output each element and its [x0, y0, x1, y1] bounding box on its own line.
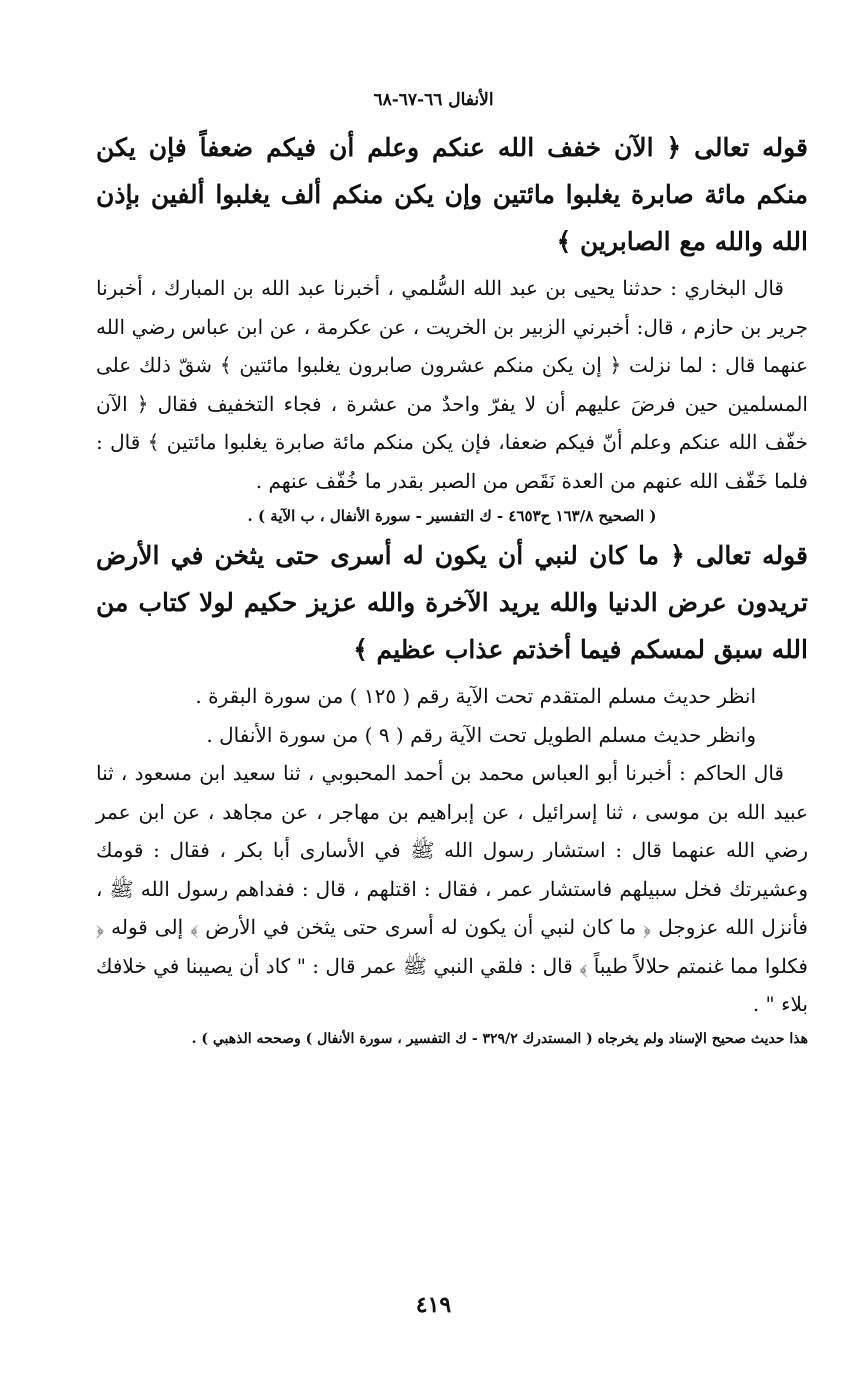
page-number: ٤١٩: [415, 1292, 452, 1318]
source-reference-hakim: هذا حديث صحيح الإسناد ولم يخرجاه ( المستدرك ٣٢٩/٢ - ك التفسير ، سورة الأنفال ) وصححه الذهبي ) .: [191, 1030, 808, 1047]
cross-reference-baqarah: انظر حديث مسلم المتقدم تحت الآية رقم ( ١٢٥ ) من سورة البقرة .: [195, 684, 756, 708]
quran-verse-anfal-67-68: قوله تعالى ﴿ ما كان لنبي أن يكون له أسرى حتى يثخن في الأرض تريدون عرض الدنيا والله يريد الآخرة والله عزيز حكيم لولا كتاب من الله سبق لمسكم فيما أخذتم عذاب عظيم ﴾: [96, 541, 808, 664]
page-content: [96, 124, 808, 1054]
running-header: الأنفال ٦٦-٦٧-٦٨: [373, 90, 494, 110]
hadith-hakim: قال الحاكم : أخبرنا أبو العباس محمد بن أحمد المحبوبي ، ثنا سعيد ابن مسعود ، ثنا عبيد الله بن موسى ، ثنا إسرائيل ، عن إبراهيم بن مهاجر ، عن مجاهد ، عن ابن عمر رضي الله عنهما قال : استشار رسول الله ﷺ في الأسارى أبا بكر ، فقال : قومك وعشيرتك فخل سبيلهم فاستشار عمر ، فقال : اقتلهم ، قال : ففداهم رسول الله ﷺ ، فأنزل الله عزوجل ﴿ ما كان لنبي أن يكون له أسرى حتى يثخن في الأرض ﴾ إلى قوله ﴿ فكلوا مما غنمتم حلالاً طيباً ﴾ قال : فلقي النبي ﷺ عمر قال : " كاد أن يصيبنا في خلافك بلاء " .: [96, 761, 808, 1016]
hadith-bukhari: قال البخاري : حدثنا يحيى بن عبد الله السُّلمي ، أخبرنا عبد الله بن المبارك ، أخبرنا جرير بن حازم ، قال: أخبرني الزبير بن الخريت ، عن عكرمة ، عن ابن عباس رضي الله عنهما قال : لما نزلت ﴿ إن يكن منكم عشرون صابرون يغلبوا مائتين ﴾ شقّ ذلك على المسلمين حين فرضَ عليهم أن لا يفرّ واحدٌ من عشرة ، فجاء التخفيف فقال ﴿ الآن خفّف الله عنكم وعلم أنّ فيكم ضعفا، فإن يكن منكم مائة صابرة يغلبوا مائتين ﴾ قال : فلما خَفّف الله عنهم من العدة نَقَص من الصبر بقدر ما خُفّف عنهم .: [96, 276, 808, 493]
source-reference-bukhari: ( الصحيح ١٦٣/٨ ح٤٦٥٣ - ك التفسير - سورة الأنفال ، ب الآية ) .: [247, 507, 657, 525]
quran-verse-anfal-66: قوله تعالى ﴿ الآن خفف الله عنكم وعلم أن فيكم ضعفاً فإن يكن منكم مائة صابرة يغلبوا مائتين وإن يكن منكم ألف يغلبوا ألفين بإذن الله والله مع الصابرين ﴾: [96, 133, 808, 256]
cross-reference-anfal: وانظر حديث مسلم الطويل تحت الآية رقم ( ٩ ) من سورة الأنفال .: [206, 722, 756, 747]
